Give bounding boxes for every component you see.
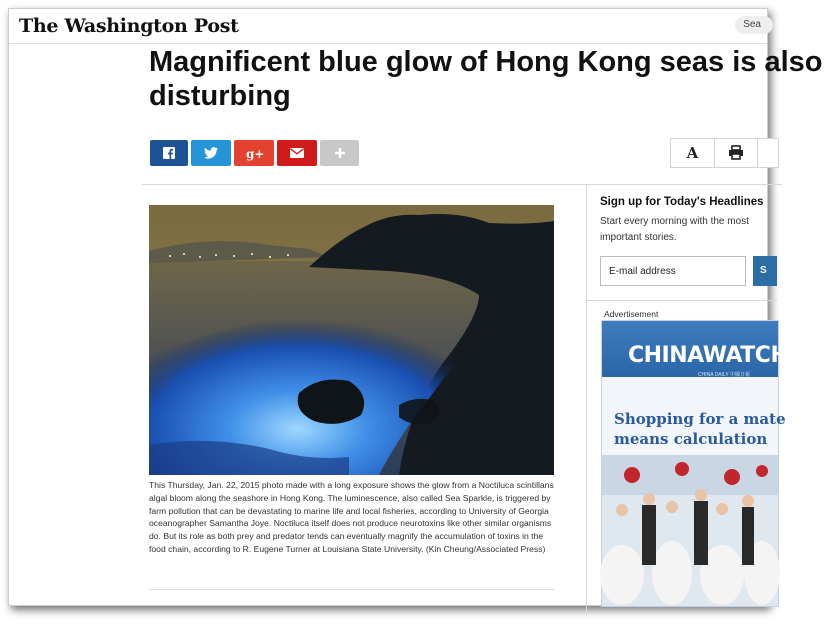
masthead bbox=[9, 9, 767, 44]
site-logo[interactable]: The Washington Post bbox=[19, 15, 239, 37]
sidebar-divider bbox=[587, 300, 777, 301]
ad-wedding-photo bbox=[602, 455, 778, 606]
search-button[interactable]: Sea bbox=[735, 16, 773, 34]
advertisement-label: Advertisement bbox=[604, 309, 659, 319]
column-divider bbox=[586, 185, 587, 615]
ad-brand: CHINAWATCH bbox=[628, 343, 789, 368]
article-headline: Magnificent blue glow of Hong Kong seas is also disturbing bbox=[149, 46, 823, 112]
share-more-button[interactable] bbox=[320, 140, 359, 166]
signup-description: Start every morning with the most important stories. bbox=[600, 216, 749, 243]
advertisement[interactable] bbox=[601, 320, 789, 607]
caption-divider bbox=[149, 589, 554, 590]
browser-page bbox=[8, 8, 823, 606]
more-options-button[interactable] bbox=[757, 138, 779, 168]
twitter-icon bbox=[204, 147, 218, 159]
print-button[interactable] bbox=[714, 138, 758, 168]
share-facebook-button[interactable] bbox=[150, 140, 188, 166]
header-divider bbox=[142, 184, 782, 185]
google-plus-icon bbox=[246, 147, 265, 161]
photo-caption: This Thursday, Jan. 22, 2015 photo made with a long exposure shows the glow from a Noctiluca scintillans algal bloom along the seashore in Hong Kong. The luminescence, also called Sea Sparkle, is triggered by farm pollution that can be devastating to marine life and local fisheries, according to University of Georgia oceanographer Samantha Joye. Noctiluca itself does not produce neurotoxins like other similar organisms do. But its role as both prey and predator tends can eventually magnify the accumulation of toxins in the food chain, according to R. Eugene Turner at Louisiana State University. (Kin Cheung/Associated Press) bbox=[149, 480, 554, 554]
font-size-label: A bbox=[686, 144, 699, 162]
share-email-button[interactable] bbox=[277, 140, 317, 166]
plus-icon bbox=[334, 147, 346, 159]
ad-headline: Shopping for a mate means calculation bbox=[614, 410, 786, 448]
share-twitter-button[interactable] bbox=[191, 140, 231, 166]
signup-title: Sign up for Today's Headlines bbox=[600, 196, 764, 208]
photo-blue-glow-shore bbox=[149, 205, 554, 475]
email-field[interactable] bbox=[600, 256, 746, 286]
ad-brand-sub: CHINA DAILY 中國日報 bbox=[698, 372, 751, 378]
facebook-icon bbox=[163, 147, 175, 159]
font-size-button[interactable] bbox=[670, 138, 715, 168]
printer-icon bbox=[728, 146, 744, 160]
share-google-plus-button[interactable] bbox=[234, 140, 274, 166]
signup-button[interactable]: S bbox=[753, 256, 777, 286]
svg-text:g+: g+ bbox=[246, 147, 265, 161]
email-icon bbox=[290, 148, 304, 158]
article-photo[interactable] bbox=[149, 205, 554, 475]
